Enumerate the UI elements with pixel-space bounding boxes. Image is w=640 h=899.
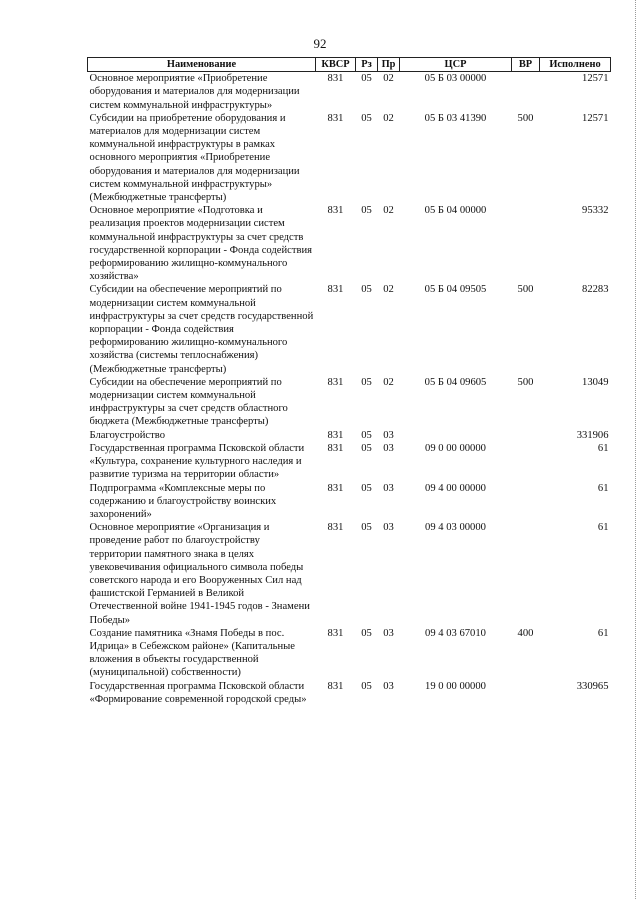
row-kvsr: 831 [327,284,344,296]
row-kvsr: 831 [327,482,344,494]
row-vr: 500 [517,284,534,296]
row-pr: 02 [383,284,394,296]
header-name: Наименование [88,58,316,72]
row-rz: 05 [361,522,372,534]
row-rz: 05 [361,429,372,441]
row-kvsr: 831 [327,442,344,454]
row-kvsr: 831 [327,205,344,217]
page-edge-divider [634,0,636,899]
row-pr: 03 [383,522,394,534]
row-name: Субсидии на обеспечение мероприятий по модернизации систем коммунальной инфраструктуры за счет средств государственной корпорации - Фонда содействия реформированию жилищно-коммунального хозяйства (системы теплоснабжения) (Межбюджетные трансферты) [89,284,314,375]
row-rz: 05 [361,482,372,494]
row-vr [512,72,540,112]
row-pr: 03 [383,482,394,494]
row-executed: 95332 [582,205,609,217]
row-vr: 400 [517,627,534,639]
row-executed: 61 [597,442,609,454]
budget-table [87,57,611,706]
row-pr: 03 [383,442,394,454]
row-kvsr: 831 [327,376,344,388]
row-executed: 61 [597,627,609,639]
row-pr: 03 [383,429,394,441]
row-rz: 05 [361,680,372,692]
row-vr [512,680,540,706]
table-row [88,521,611,627]
row-rz: 05 [361,376,372,388]
table-row [88,680,611,706]
row-rz: 05 [361,112,372,124]
row-executed: 12571 [582,112,609,124]
row-kvsr: 831 [327,627,344,639]
row-name: Благоустройство [89,429,165,441]
row-name: Государственная программа Псковской области «Культура, сохранение культурного наследия и развитие туризма на территории области» [89,442,305,481]
table-header-row [88,58,611,72]
table-row [88,482,611,522]
row-csr: 09 4 00 00000 [425,482,486,494]
row-executed: 331906 [576,429,609,441]
row-csr: 05 Б 04 09605 [424,376,487,388]
row-executed: 330965 [576,680,609,692]
row-kvsr: 831 [327,73,344,85]
row-rz: 05 [361,284,372,296]
row-pr: 02 [383,376,394,388]
row-executed: 12571 [582,73,609,85]
table-row [88,112,611,204]
row-csr: 19 0 00 00000 [425,680,486,692]
row-vr [512,521,540,627]
row-name: Субсидии на обеспечение мероприятий по модернизации систем коммунальной инфраструктуры за счет средств областного бюджета (Межбюджетные трансферты) [89,376,288,428]
table-row [88,72,611,112]
table-row [88,627,611,680]
row-kvsr: 831 [327,680,344,692]
row-rz: 05 [361,442,372,454]
row-executed: 61 [597,482,609,494]
row-csr: 09 0 00 00000 [425,442,486,454]
row-vr: 500 [517,112,534,124]
row-csr: 05 Б 04 09505 [424,284,487,296]
row-csr: 09 4 03 67010 [425,627,486,639]
row-executed: 13049 [582,376,609,388]
row-vr: 500 [517,376,534,388]
row-name: Государственная программа Псковской области «Формирование современной городской среды» [89,680,307,705]
row-executed: 61 [597,522,609,534]
header-csr: ЦСР [400,58,512,72]
row-rz: 05 [361,627,372,639]
row-pr: 02 [383,205,394,217]
row-kvsr: 831 [327,522,344,534]
row-pr: 03 [383,680,394,692]
row-csr: 05 Б 03 00000 [424,73,487,85]
row-kvsr: 831 [327,112,344,124]
table-row [88,429,611,442]
row-rz: 05 [361,205,372,217]
header-rz: Рз [356,58,378,72]
row-csr: 05 Б 03 41390 [424,112,487,124]
row-name: Основное мероприятие «Организация и проведение работ по благоустройству территории памятного знака в целях увековечивания официального символа победы советского народа и его Вооруженных Сил над фашистской Германией в Великой Отечественной войне 1941-1945 годов - Знамени Победы» [89,522,310,626]
header-kvsr: КВСР [316,58,356,72]
header-executed: Исполнено [540,58,611,72]
row-name: Подпрограмма «Комплексные меры по содержанию и благоустройству воинских захоронений» [89,482,277,520]
table-row [88,204,611,283]
header-pr: Пр [378,58,400,72]
row-name: Основное мероприятие «Подготовка и реализация проектов модернизации систем коммунальной инфраструктуры за счет средств государственной корпорации - Фонда содействия реформированию жилищно-коммунального хозяйства» [89,205,313,283]
table-row [88,376,611,429]
table-row [88,442,611,482]
row-name: Создание памятника «Знамя Победы в пос. Идрица» в Себежском районе» (Капитальные вложения в объекты государственной (муниципальной) собственности) [89,627,296,679]
row-csr [400,429,512,442]
row-csr: 09 4 03 00000 [425,522,486,534]
row-name: Субсидии на приобретение оборудования и материалов для модернизации систем коммунальной инфраструктуры в рамках основного мероприятия «Приобретение оборудования и материалов для модернизации систем коммунальной инфраструктуры» (Межбюджетные трансферты) [89,112,300,204]
row-vr [512,482,540,522]
row-pr: 02 [383,112,394,124]
row-csr: 05 Б 04 00000 [424,205,487,217]
header-vr: ВР [512,58,540,72]
table-body [88,72,611,706]
row-vr [512,204,540,283]
row-pr: 02 [383,73,394,85]
row-name: Основное мероприятие «Приобретение оборудования и материалов для модернизации систем коммунальной инфраструктуры» [89,73,300,111]
row-rz: 05 [361,73,372,85]
page-number: 92 [313,36,327,51]
row-pr: 03 [383,627,394,639]
row-executed: 82283 [582,284,609,296]
row-vr [512,442,540,482]
table-row [88,283,611,375]
row-vr [512,429,540,442]
row-kvsr: 831 [327,429,344,441]
